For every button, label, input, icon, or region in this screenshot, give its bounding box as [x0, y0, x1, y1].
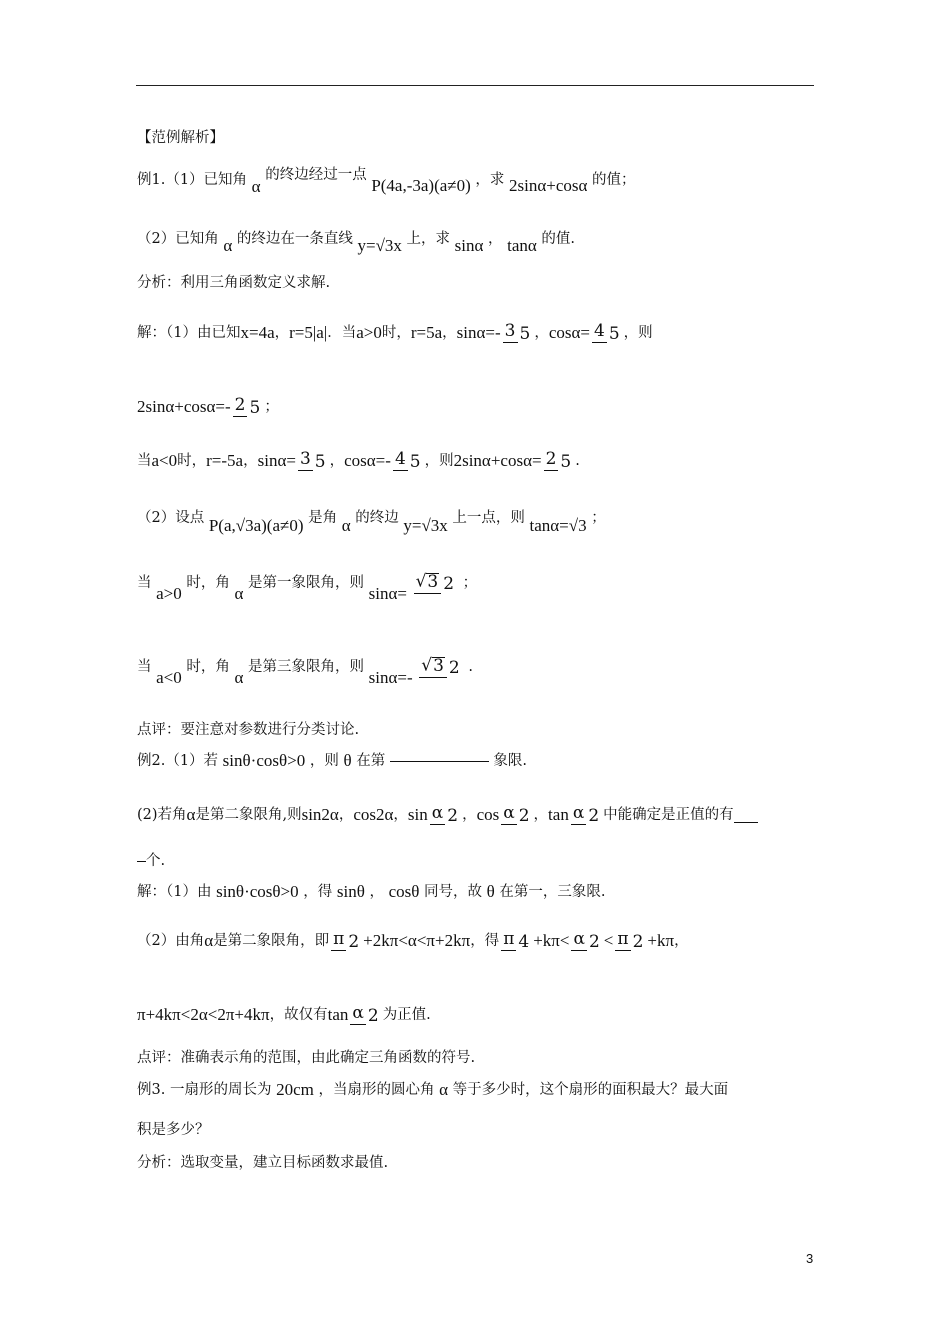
- ex2-solution-2: （2）由角 α 是第二象限角，即 π 2 +2kπ<α<π+2kπ ，得 π 4 +kπ< α 2 < π 2 +kπ ，: [137, 929, 689, 952]
- ex1-solution-1: 解：（1）由已知 x=4a ， r=5|a| ．当 a>0 时， r=5a ， sinα=- 3 5 ， cosα= 4 5 ，则: [137, 321, 653, 344]
- section-heading: 【范例解析】: [137, 130, 224, 146]
- fraction-4-5: 4 5: [593, 321, 620, 344]
- ex1-comment: 点评：要注意对参数进行分类讨论.: [137, 722, 360, 738]
- fraction-sqrt3-2: √3 2: [415, 571, 455, 594]
- fraction-alpha-2: α 2: [573, 929, 600, 952]
- fraction-sqrt3-2: √3 2: [421, 655, 460, 678]
- fraction-alpha-2: α 2: [503, 803, 530, 826]
- ex2-question-1: 例2.（1）若 sinθ·cosθ>0 ，则 θ 在第 象限.: [137, 751, 528, 770]
- answer-blank: [734, 822, 758, 823]
- ex2-question-2-cont: 个.: [137, 851, 817, 871]
- fraction-4-5: 4 5: [394, 449, 421, 472]
- fraction-3-5: 3 5: [299, 449, 326, 472]
- ex2-solution-1: 解：（1）由 sinθ·cosθ>0 ，得 sinθ ， cosθ 同号，故 θ 在第一，三象限.: [137, 882, 606, 901]
- ex1-analysis: 分析：利用三角函数定义求解.: [137, 275, 331, 291]
- ex2-comment: 点评：准确表示角的范围，由此确定三角函数的符号.: [137, 1050, 476, 1066]
- fraction-pi-2: π 2: [333, 929, 360, 952]
- ex1-question-2: （2）已知角 α 的终边在一条直线 y=√3x 上，求 sinα ， tanα 的值.: [137, 231, 575, 255]
- header-rule: [136, 85, 814, 86]
- fraction-3-5: 3 5: [504, 321, 531, 344]
- page-number: 3: [806, 1251, 814, 1266]
- fraction-2-5: 2 5: [545, 449, 572, 472]
- ex3-question-cont: 积是多少？: [137, 1122, 210, 1138]
- ex2-question-2: (2)若角 α 是第二象限角,则 sin2α ， cos2α ， sin α 2 ， cos α 2 ， tan α 2 中能确定是正值的有: [137, 788, 817, 842]
- fraction-2-5: 2 5: [234, 395, 261, 418]
- ex1-result-1: 2sinα+cosα=- 2 5 ；: [137, 395, 279, 418]
- ex2-solution-3: π+4kπ<2α<2π+4kπ ，故仅有 tan α 2 为正值.: [137, 1003, 431, 1026]
- ex1-solution-2: （2）设点 P(a,√3a)(a≠0) 是角 α 的终边 y=√3x 上一点，则 tanα=√3 ；: [137, 510, 606, 535]
- ex1-case-negative: 当 a<0 时，角 α 是第三象限角，则 sinα=- √3 2 .: [137, 655, 473, 687]
- ex1-solution-neg: 当 a<0 时， r=-5a ， sinα= 3 5 ， cosα=- 4 5 ，则 2sinα+cosα= 2 5 .: [137, 449, 580, 472]
- fraction-pi-2: π 2: [617, 929, 644, 952]
- fraction-alpha-2: α 2: [572, 803, 600, 826]
- answer-blank: [137, 861, 146, 862]
- ex1-question-1: 例1.（1）已知角 α 的终边经过一点 P(4a,-3a)(a≠0) ，求 2sinα+cosα 的值；: [137, 167, 636, 196]
- ex1-case-positive: 当 a>0 时，角 α 是第一象限角，则 sinα= √3 2 ；: [137, 571, 478, 603]
- ex3-analysis: 分析：选取变量，建立目标函数求最值.: [137, 1155, 389, 1171]
- ex3-question: 例3. 一扇形的周长为 20cm ，当扇形的圆心角 α 等于多少时，这个扇形的面积最大？最大面: [137, 1080, 729, 1099]
- fraction-alpha-2: α 2: [352, 1003, 379, 1026]
- fraction-pi-4: π 4: [503, 929, 530, 952]
- fraction-alpha-2: α 2: [431, 803, 459, 826]
- answer-blank: [390, 761, 489, 762]
